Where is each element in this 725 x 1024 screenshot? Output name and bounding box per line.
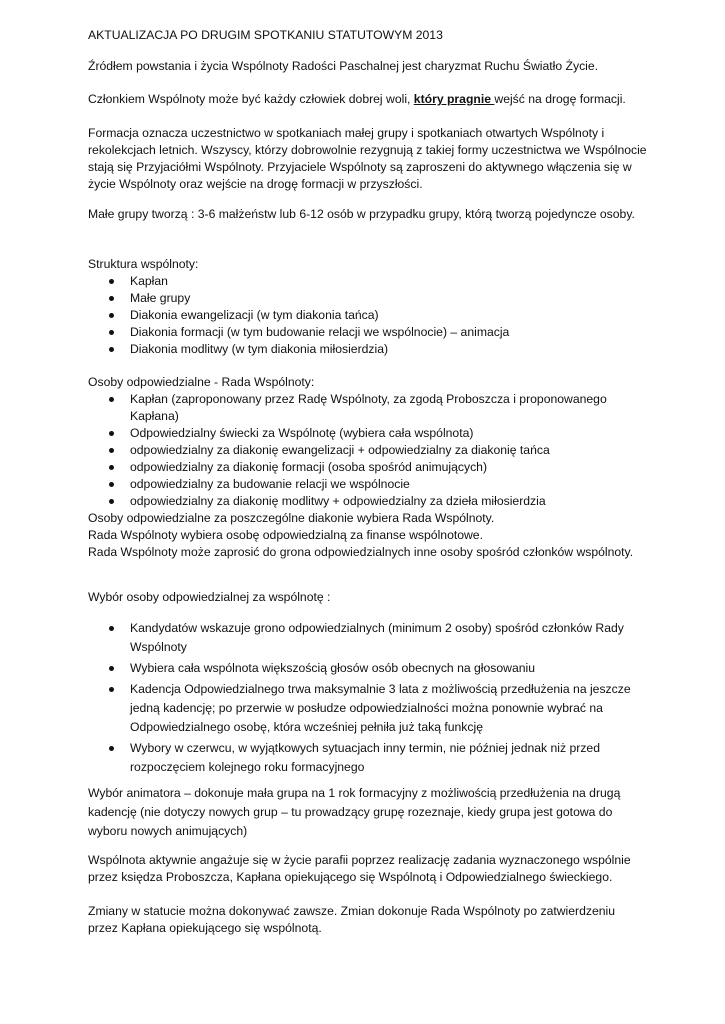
election-list	[88, 619, 648, 777]
responsible-note: Rada Wspólnoty wybiera osobę odpowiedzialną za finanse wspólnotowe.	[88, 528, 483, 542]
section-responsible-heading: Osoby odpowiedzialne - Rada Wspólnoty:	[88, 375, 315, 389]
list-item	[88, 619, 648, 657]
section-election-heading: Wybór osoby odpowiedzialnej za wspólnotę :	[88, 590, 331, 604]
bullet-icon	[109, 347, 114, 352]
section-responsible	[88, 374, 648, 561]
list-item-text: Diakonia ewangelizacji (w tym diakonia tańca)	[130, 308, 379, 322]
list-item-text: Kadencja Odpowiedzialnego trwa maksymalnie 3 lata z możliwością przedłużenia na jeszcze jedną kadencję; po przerwie w posłudze odpowiedzialności można ponownie wybrać na Odpowiedzialnego osobę, która wcześniej pełniła już taką funkcję	[130, 682, 631, 734]
list-item-text: Kapłan (zaproponowany przez Radę Wspólnoty, za zgodą Proboszcza i proponowanego Kapłana)	[130, 392, 607, 423]
document-title: AKTUALIZACJA PO DRUGIM SPOTKANIU STATUTOWYM 2013	[88, 28, 443, 42]
membership-text-before: Członkiem Wspólnoty może być każdy człowiek dobrej woli,	[88, 92, 414, 106]
section-structure-heading: Struktura wspólnoty:	[88, 257, 199, 271]
responsible-note: Rada Wspólnoty może zaprosić do grona odpowiedzialnych inne osoby spośród członków wspólnoty.	[88, 545, 634, 559]
bullet-icon	[109, 313, 114, 318]
bullet-icon	[109, 330, 114, 335]
bullet-icon	[109, 499, 114, 504]
list-item-text: Odpowiedzialny świecki za Wspólnotę (wybiera cała wspólnota)	[130, 426, 474, 440]
list-item	[88, 659, 648, 678]
paragraph-statute-changes: Zmiany w statucie można dokonywać zawsze. Zmian dokonuje Rada Wspólnoty po zatwierdzeniu przez Kapłana opiekującego się wspólnotą.	[88, 904, 616, 935]
bullet-icon	[109, 746, 114, 751]
list-item	[88, 442, 648, 459]
list-item-text: Diakonia formacji (w tym budowanie relacji we wspólnocie) – animacja	[130, 325, 510, 339]
bullet-icon	[109, 296, 114, 301]
paragraph-formation: Formacja oznacza uczestnictwo w spotkaniach małej grupy i spotkaniach otwartych Wspólnoty i rekolekcjach letnich. Wszyscy, którzy dobrowolnie rezygnują z takiej formy uczestnictwa we Wspólnocie stają się Przyjaciółmi Wspólnoty. Przyjaciele Wspólnoty są zaproszeni do aktywnego włączenia się w życie Wspólnoty oraz wejście na drogę formacji w przyszłości.	[88, 126, 647, 191]
list-item	[88, 391, 648, 425]
bullet-icon	[109, 397, 114, 402]
bullet-icon	[109, 279, 114, 284]
responsible-list	[88, 391, 648, 510]
list-item	[88, 273, 648, 290]
bullet-icon	[109, 687, 114, 692]
responsible-note: Osoby odpowiedzialne za poszczególne diakonie wybiera Rada Wspólnoty.	[88, 511, 495, 525]
list-item-text: Kandydatów wskazuje grono odpowiedzialnych (minimum 2 osoby) spośród członków Rady Wspólnoty	[130, 621, 624, 654]
membership-emphasis: który pragnie	[413, 92, 495, 106]
list-item-text: Wybory w czerwcu, w wyjątkowych sytuacjach inny termin, nie później jednak niż przed rozpoczęciem kolejnego roku formacyjnego	[130, 741, 600, 774]
list-item-text: Wybiera cała wspólnota większością głosów osób obecnych na głosowaniu	[130, 661, 536, 675]
list-item	[88, 341, 648, 358]
list-item-text: odpowiedzialny za diakonię modlitwy + odpowiedzialny za dzieła miłosierdzia	[130, 494, 546, 508]
bullet-icon	[109, 431, 114, 436]
list-item	[88, 290, 648, 307]
bullet-icon	[109, 448, 114, 453]
list-item	[88, 425, 648, 442]
list-item	[88, 493, 648, 510]
list-item	[88, 324, 648, 341]
paragraph-membership	[88, 91, 648, 108]
section-election	[88, 589, 648, 779]
membership-text-after: wejść na drogę formacji.	[494, 92, 626, 106]
list-item	[88, 680, 648, 737]
list-item-text: odpowiedzialny za budowanie relacji we wspólnocie	[130, 477, 410, 491]
section-structure	[88, 256, 648, 358]
list-item-text: Małe grupy	[130, 291, 191, 305]
list-item	[88, 307, 648, 324]
structure-list	[88, 273, 648, 358]
bullet-icon	[109, 666, 114, 671]
bullet-icon	[109, 465, 114, 470]
paragraph-parish: Wspólnota aktywnie angażuje się w życie parafii poprzez realizację zadania wyznaczonego wspólnie przez księdza Proboszcza, Kapłana opiekującego się Wspólnotą i Odpowiedzialnego świeckiego.	[88, 853, 631, 884]
bullet-icon	[109, 626, 114, 631]
list-item-text: odpowiedzialny za diakonię formacji (osoba spośród animujących)	[130, 460, 488, 474]
paragraph-small-groups: Małe grupy tworzą : 3-6 małżeństw lub 6-12 osób w przypadku grupy, którą tworzą pojedyncze osoby.	[88, 207, 635, 221]
paragraph-animator: Wybór animatora – dokonuje mała grupa na 1 rok formacyjny z możliwością przedłużenia na drugą kadencję (nie dotyczy nowych grup – tu prowadzący grupę rozeznaje, kiedy grupa jest gotowa do wyboru nowych animujących)	[88, 786, 621, 838]
paragraph-charism: Źródłem powstania i życia Wspólnoty Radości Paschalnej jest charyzmat Ruchu Światło Życie.	[88, 59, 599, 73]
list-item	[88, 739, 648, 777]
bullet-icon	[109, 482, 114, 487]
list-item-text: Kapłan	[130, 274, 168, 288]
list-item	[88, 459, 648, 476]
list-item-text: odpowiedzialny za diakonię ewangelizacji + odpowiedzialny za diakonię tańca	[130, 443, 550, 457]
list-item-text: Diakonia modlitwy (w tym diakonia miłosierdzia)	[130, 342, 389, 356]
list-item	[88, 476, 648, 493]
